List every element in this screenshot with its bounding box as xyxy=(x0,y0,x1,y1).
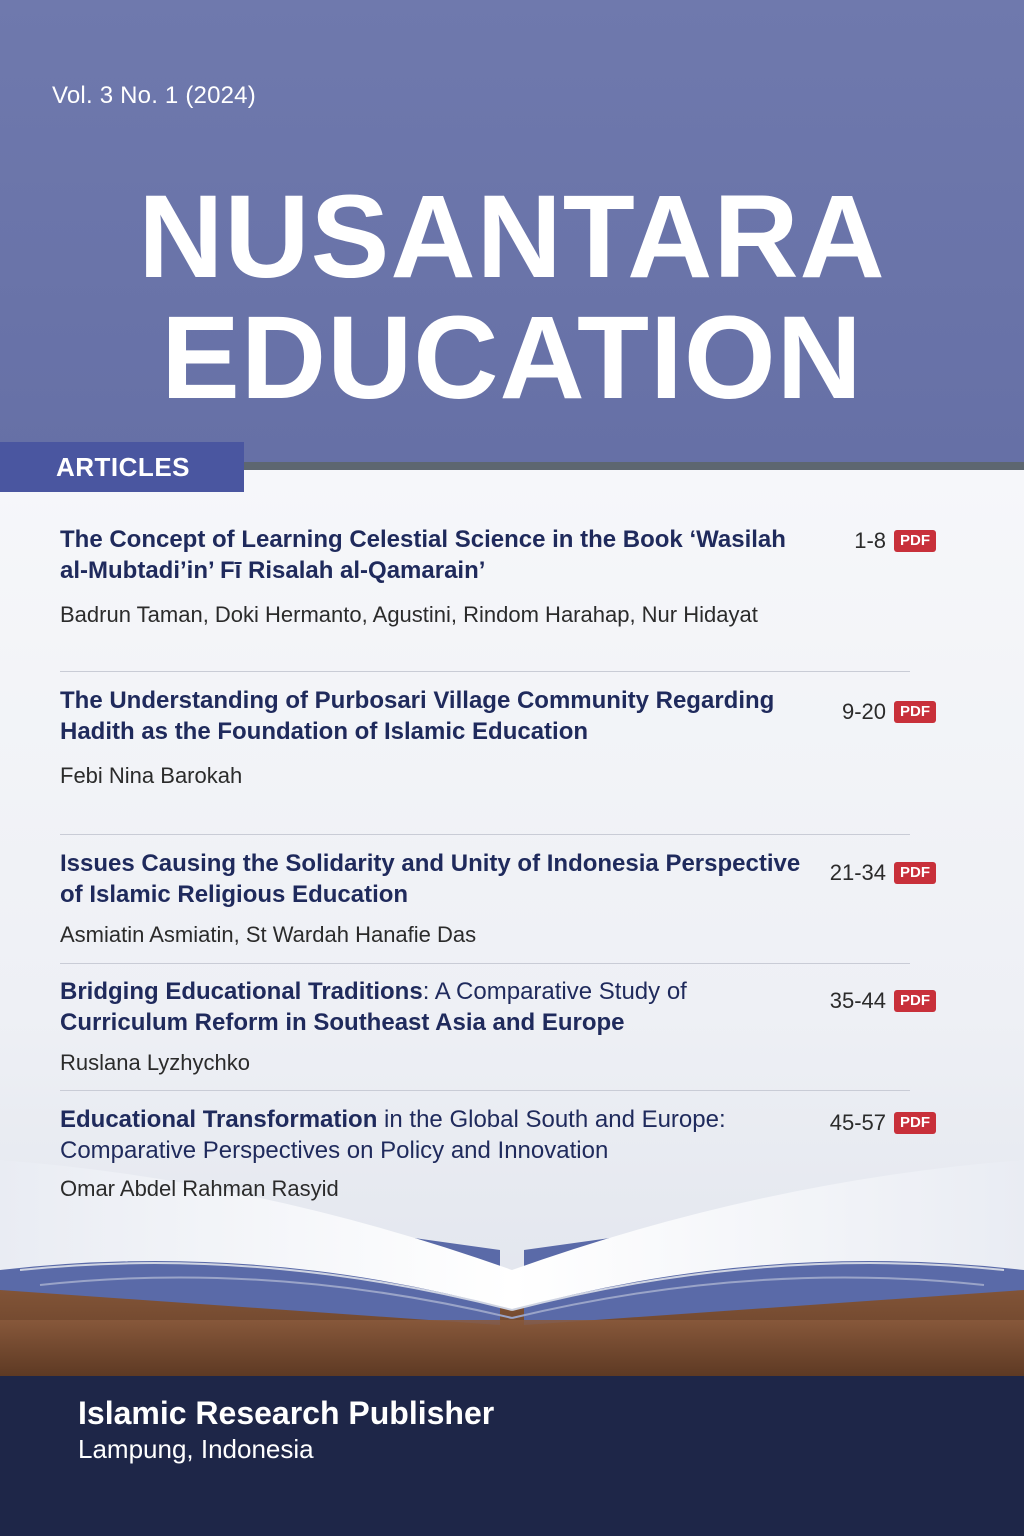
article-title-bold: Educational Transformation xyxy=(60,1106,378,1133)
articles-section-tab: ARTICLES xyxy=(0,442,244,492)
article-divider xyxy=(60,963,910,964)
publisher-name: Islamic Research Publisher xyxy=(78,1395,495,1431)
article-pages xyxy=(796,1110,936,1135)
article-item-4 xyxy=(60,976,930,1077)
page-range: 9-20 xyxy=(841,699,886,725)
article-divider xyxy=(60,834,910,835)
article-authors: Febi Nina Barokah xyxy=(60,763,243,788)
article-item-1 xyxy=(60,524,930,629)
page-range: 35-44 xyxy=(829,988,886,1014)
pdf-button[interactable]: PDF xyxy=(894,862,936,884)
pdf-button[interactable]: PDF xyxy=(894,990,936,1012)
page-range: 45-57 xyxy=(829,1110,886,1136)
article-authors: Badrun Taman, Doki Hermanto, Agustini, Rindom Harahap, Nur Hidayat xyxy=(60,602,758,627)
article-pages xyxy=(796,988,936,1013)
article-authors: Ruslana Lyzhychko xyxy=(60,1050,250,1075)
article-divider xyxy=(60,671,910,672)
page-range: 21-34 xyxy=(829,860,886,886)
article-title-light: : A Comparative Study of xyxy=(422,978,687,1005)
article-pages xyxy=(796,528,936,553)
article-divider xyxy=(60,1090,910,1091)
article-authors: Asmiatin Asmiatin, St Wardah Hanafie Das xyxy=(60,922,477,947)
publisher-location: Lampung, Indonesia xyxy=(78,1434,314,1464)
article-item-5 xyxy=(60,1104,930,1203)
article-title[interactable] xyxy=(60,976,820,1038)
article-item-3 xyxy=(60,848,930,949)
article-pages xyxy=(796,860,936,885)
pdf-button[interactable]: PDF xyxy=(894,701,936,723)
article-title-bold: Bridging Educational Traditions xyxy=(60,978,423,1005)
article-item-2 xyxy=(60,685,930,790)
header-rule xyxy=(244,462,1024,470)
article-pages xyxy=(796,699,936,724)
article-title[interactable]: The Concept of Learning Celestial Science in the Book ‘Wasilah al-Mubtadi’in’ Fī Risalah al-Qamarain’ xyxy=(60,526,786,584)
article-authors: Omar Abdel Rahman Rasyid xyxy=(60,1176,339,1201)
pdf-button[interactable]: PDF xyxy=(894,1112,936,1134)
article-title[interactable]: Issues Causing the Solidarity and Unity of Indonesia Perspective of Islamic Religious Education xyxy=(60,850,801,908)
article-title-bold-rest: Curriculum Reform in Southeast Asia and Europe xyxy=(60,1009,625,1036)
journal-title-line1: NUSANTARA xyxy=(138,171,886,303)
journal-title-line2: EDUCATION xyxy=(161,292,863,424)
article-title[interactable]: The Understanding of Purbosari Village Community Regarding Hadith as the Foundation of Islamic Education xyxy=(60,687,775,745)
article-title[interactable] xyxy=(60,1104,820,1166)
page-range: 1-8 xyxy=(854,528,886,554)
article-title-light: in the Global South and Europe: Comparative Perspectives on Policy and Innovation xyxy=(60,1106,726,1164)
volume-label: Vol. 3 No. 1 (2024) xyxy=(52,82,256,109)
pdf-button[interactable]: PDF xyxy=(894,530,936,552)
